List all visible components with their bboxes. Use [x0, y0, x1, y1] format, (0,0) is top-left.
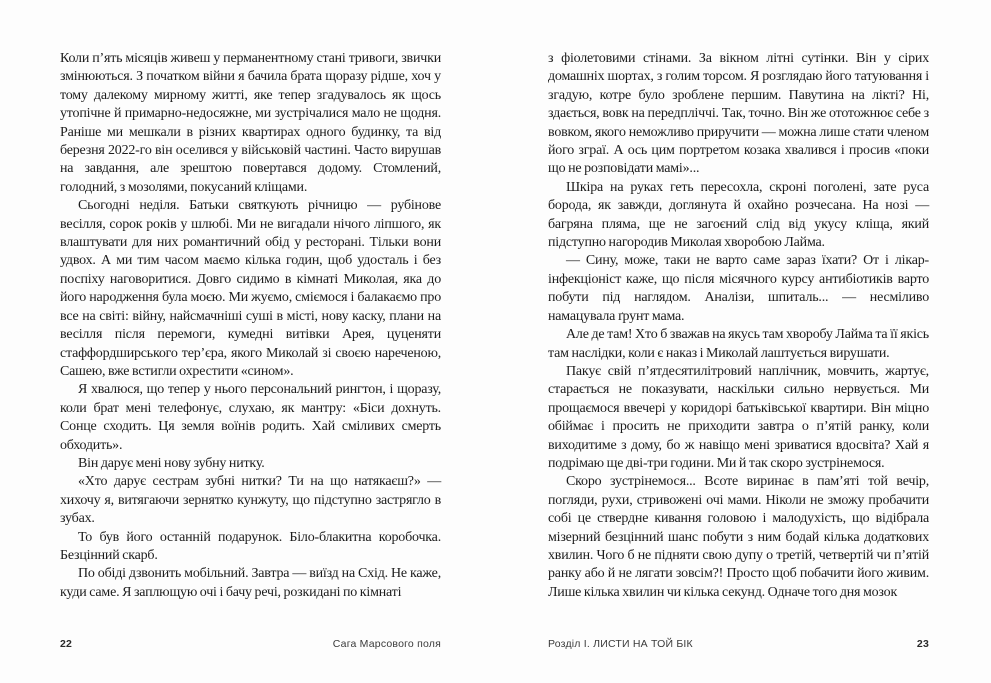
paragraph: Але де там! Хто б зважав на якусь там хворобу Лайма та її якісь там наслідки, коли є наказ і Миколай лаштується вирушати.: [548, 327, 929, 361]
paragraph: «Хто дарує сестрам зубні нитки? Ти на що натякаєш?» — хихочу я, витягаючи зернятко кунжуту, що підступно застрягло в зубах.: [60, 474, 441, 527]
paragraph: з фіолетовими стінами. За вікном літні сутінки. Він у сірих домашніх шортах, з голим торсом. Я розглядаю його татуювання і згадую, котре було зроблене першим. Павутина на лікті? Ні, здається, вовк на передпліччі. Так, точно. Він же ототожнює себе з вовком, якого неможливо приручити — можна лише стати членом його зграї. А ось цим портретом козака хвалився і просив «поки що не розповідати мамі»...: [548, 51, 929, 177]
running-title: Сага Марсового поля: [332, 638, 441, 650]
right-page-text: [548, 50, 929, 602]
left-page-footer: [60, 638, 441, 650]
paragraph: Скоро зустрінемося... Всоте виринає в пам’яті той вечір, погляди, рухи, стривожені очі мами. Ніколи не зможу пробачити собі це ствердне кивання головою і малодухість, що відібрала мізерний безцінний шанс побути з ним бодай кілька додаткових хвилин. Чого б не підняти свою дупу о третій, четвертій чи п’ятій ранку або й не лягати зовсім?! Просто щоб побачити його живим. Лише кілька хвилин чи кілька секунд. Одначе того дня мозок: [548, 474, 929, 600]
chapter-title: Розділ І. ЛИСТИ НА ТОЙ БІК: [548, 638, 693, 650]
paragraph: Він дарує мені нову зубну нитку.: [78, 455, 265, 471]
paragraph: По обіді дзвонить мобільний. Завтра — виїзд на Схід. Не каже, куди саме. Я заплющую очі і бачу речі, розкидані по кімнаті: [60, 566, 441, 600]
left-page-number: 22: [60, 638, 73, 650]
paragraph: То був його останній подарунок. Біло-блакитна коробочка. Безцінний скарб.: [60, 529, 441, 563]
paragraph: Сьогодні неділя. Батьки святкують річницю — рубінове весілля, сорок років у шлюбі. Ми не вигадали нічого ліпшого, як влаштувати для них романтичний обід у ресторані. Тільки вони удвох. А ми тим часом маємо кілька годин, щоб удосталь і без поспіху наговоритися. Довго сидимо в кімнаті Миколая, яка до його народження була моєю. Ми жуємо, сміємося і балакаємо про все на світі: війну, найсмачніші суші в місті, нову каску, плани на весілля після перемоги, кумедні витівки Арея, цуценяти стаффордширського тер’єра, якого Миколай зі своєю нареченою, Сашею, вже встигли охрестити «сином».: [60, 198, 441, 379]
paragraph: — Сину, може, таки не варто саме зараз їхати? От і лікар-інфекціоніст каже, що після місячного курсу антибіотиків варто побути під наглядом. Аналізи, шпиталь... — несміливо намацувала ґрунт мама.: [548, 253, 929, 324]
paragraph: Шкіра на руках геть пересохла, скроні поголені, зате руса борода, як завжди, доглянута й охайно розчесана. На нозі — багряна пляма, ще не загоєний слід від укусу кліща, який підступно нагородив Миколая хворобою Лайма.: [548, 179, 929, 251]
paragraph: Коли п’ять місяців живеш у перманентному стані тривоги, звички змінюються. З початком війни я бачила брата щоразу рідше, хоч у тому далекому мирному житті, яке тепер згадувалось як щось утопічне й примарно-недосяжне, ми зустрічалися мало не щодня. Раніше ми мешкали в різних квартирах одного будинку, та від березня 2022-го він оселився у військовій частині. Часто вирушав на завдання, але зрештою повертався додому. Стомлений, голодний, з мозолями, покусаний кліщами.: [60, 51, 441, 195]
right-page-footer: [548, 638, 929, 650]
paragraph: Я хвалюся, що тепер у нього персональний рингтон, і щоразу, коли брат мені телефонує, слухаю, як мантру: «Біси дохнуть. Сонце сходить. Ця земля воїнів родить. Хай сміливих смерть обходить».: [60, 382, 441, 453]
left-page-text: [60, 50, 441, 602]
right-page-number: 23: [916, 638, 929, 650]
paragraph: Пакує свій п’ятдесятилітровий наплічник, мовчить, жартує, старається не показувати, наскільки сильно нервується. Ми прощаємося ввечері у коридорі батьківської квартири. Він міцно обіймає і просить не приходити завтра о п’ятій ранку, коли виходитиме з дому, бо ж навіщо мені зриватися вдосвіта? Хай я подрімаю ще дві-три години. Ми й так скоро зустрінемося.: [548, 363, 929, 471]
